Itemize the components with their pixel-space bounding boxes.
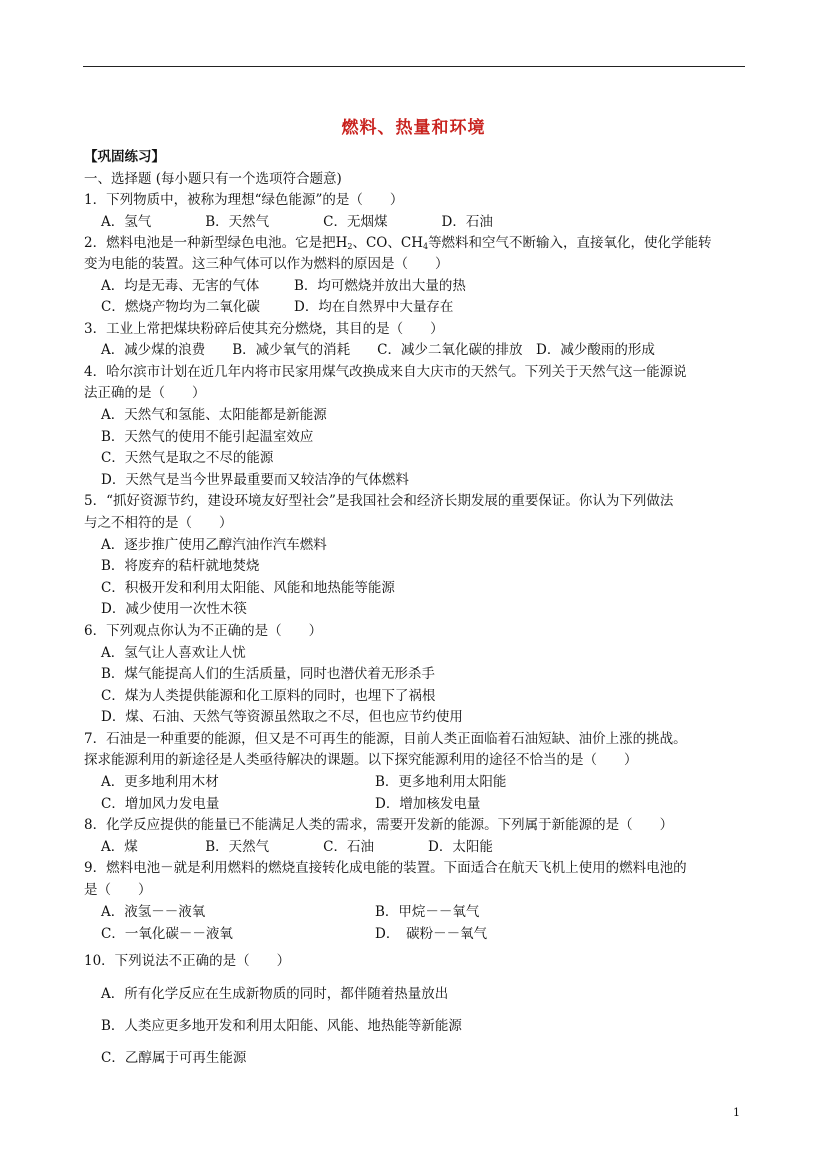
q6-option-b: B．煤气能提高人们的生活质量，同时也潜伏着无形杀手 [101,666,435,682]
q2-option-c: C．燃烧产物均为二氧化碳 [101,299,260,315]
q7-stem: 7．石油是一种重要的能源，但又是不可再生的能源，目前人类正面临着石油短缺、油价上涨的挑战。 [84,731,687,747]
q7-options-row1 [101,774,507,790]
q2-option-d: D．均在自然界中大量存在 [294,299,454,315]
q6-stem: 6．下列观点你认为不正确的是（ ） [84,623,323,639]
q4-option-c: C．天然气是取之不尽的能源 [101,450,274,466]
q9-options-row1 [101,904,480,920]
header-rule [83,66,745,67]
q9-stem-line2: 是（ ） [84,882,152,898]
q7-options-row2 [101,796,481,812]
section-heading: 【巩固练习】 [84,149,165,165]
q7-option-a: A．更多地利用木材 [101,774,219,790]
q6-option-c: C．煤为人类提供能源和化工原料的同时，也埋下了祸根 [101,688,436,704]
q8-options: A．煤 B．天然气 C．石油 D．太阳能 [101,839,493,855]
q2-stem: 2．燃料电池是一种新型绿色电池。它是把$H_2$、CO、$CH_4$等燃料和空气不断输入，直接氧化，使化学能转 [84,235,712,251]
q5-option-a: A．逐步推广使用乙醇汽油作汽车燃料 [101,537,327,553]
q8-stem: 8．化学反应提供的能量已不能满足人类的需求，需要开发新的能源。下列属于新能源的是（ ） [84,817,674,833]
q2-stem-line2: 变为电能的装置。这三种气体可以作为燃料的原因是（ ） [84,256,449,272]
q2-options-row2 [101,299,454,315]
part-heading: 一、选择题 (每小题只有一个选项符合题意) [84,171,342,187]
q2-option-b: B．均可燃烧并放出大量的热 [294,278,466,294]
q1-stem: 1．下列物质中，被称为理想“绿色能源”的是（ ） [84,192,404,208]
q5-option-d: D．减少使用一次性木筷 [101,601,247,617]
q9-option-c: C．一氧化碳－－液氧 [101,926,233,942]
q9-option-a: A．液氢－－液氧 [101,904,206,920]
q2-option-a: A．均是无毒、无害的气体 [101,278,260,294]
q9-stem: 9．燃料电池－就是利用燃料的燃烧直接转化成电能的装置。下面适合在航天飞机上使用的燃料电池的 [84,860,687,876]
q10-option-a: A．所有化学反应在生成新物质的同时，都伴随着热量放出 [101,986,449,1002]
q6-option-a: A．氢气让人喜欢让人忧 [101,645,246,661]
q7-stem-line2: 探求能源利用的新途径是人类亟待解决的课题。以下探究能源利用的途径不恰当的是（ ） [84,752,638,768]
q9-option-d: D． 碳粉－－氧气 [375,926,488,942]
q6-option-d: D．煤、石油、天然气等资源虽然取之不尽，但也应节约使用 [101,709,463,725]
q10-stem: 10．下列说法不正确的是（ ） [84,953,291,969]
q7-option-b: B．更多地利用太阳能 [375,774,507,790]
page-number: 1 [733,1106,740,1119]
q1-options: A．氢气 B．天然气 C．无烟煤 D．石油 [101,214,493,230]
q4-option-b: B．天然气的使用不能引起温室效应 [101,429,314,445]
q3-stem: 3．工业上常把煤块粉碎后使其充分燃烧，其目的是（ ） [84,321,444,337]
q4-option-a: A．天然气和氢能、太阳能都是新能源 [101,407,327,423]
q4-stem: 4．哈尔滨市计划在近几年内将市民家用煤气改换成来自大庆市的天然气。下列关于天然气这一能源说 [84,364,687,380]
q10-option-c: C．乙醇属于可再生能源 [101,1050,247,1066]
q4-option-d: D．天然气是当今世界最重要而又较洁净的气体燃料 [101,472,409,488]
q3-options: A．减少煤的浪费 B．减少氧气的消耗 C．减少二氧化碳的排放 D．减少酸雨的形成 [101,342,655,358]
q7-option-c: C．增加风力发电量 [101,796,220,812]
q7-option-d: D．增加核发电量 [375,796,481,812]
q9-options-row2 [101,926,488,942]
q5-stem: 5．“抓好资源节约，建设环境友好型社会”是我国社会和经济长期发展的重要保证。你认为下列做法 [84,493,674,509]
q5-option-b: B．将废弃的秸杆就地焚烧 [101,558,260,574]
q5-option-c: C．积极开发和利用太阳能、风能和地热能等能源 [101,580,395,596]
q9-option-b: B．甲烷－－氧气 [375,904,480,920]
q2-options-row1 [101,278,466,294]
q10-option-b: B．人类应更多地开发和利用太阳能、风能、地热能等新能源 [101,1018,462,1034]
page-title: 燃料、热量和环境 [341,118,486,138]
q4-stem-line2: 法正确的是（ ） [84,385,206,401]
q5-stem-line2: 与之不相符的是（ ） [84,515,233,531]
